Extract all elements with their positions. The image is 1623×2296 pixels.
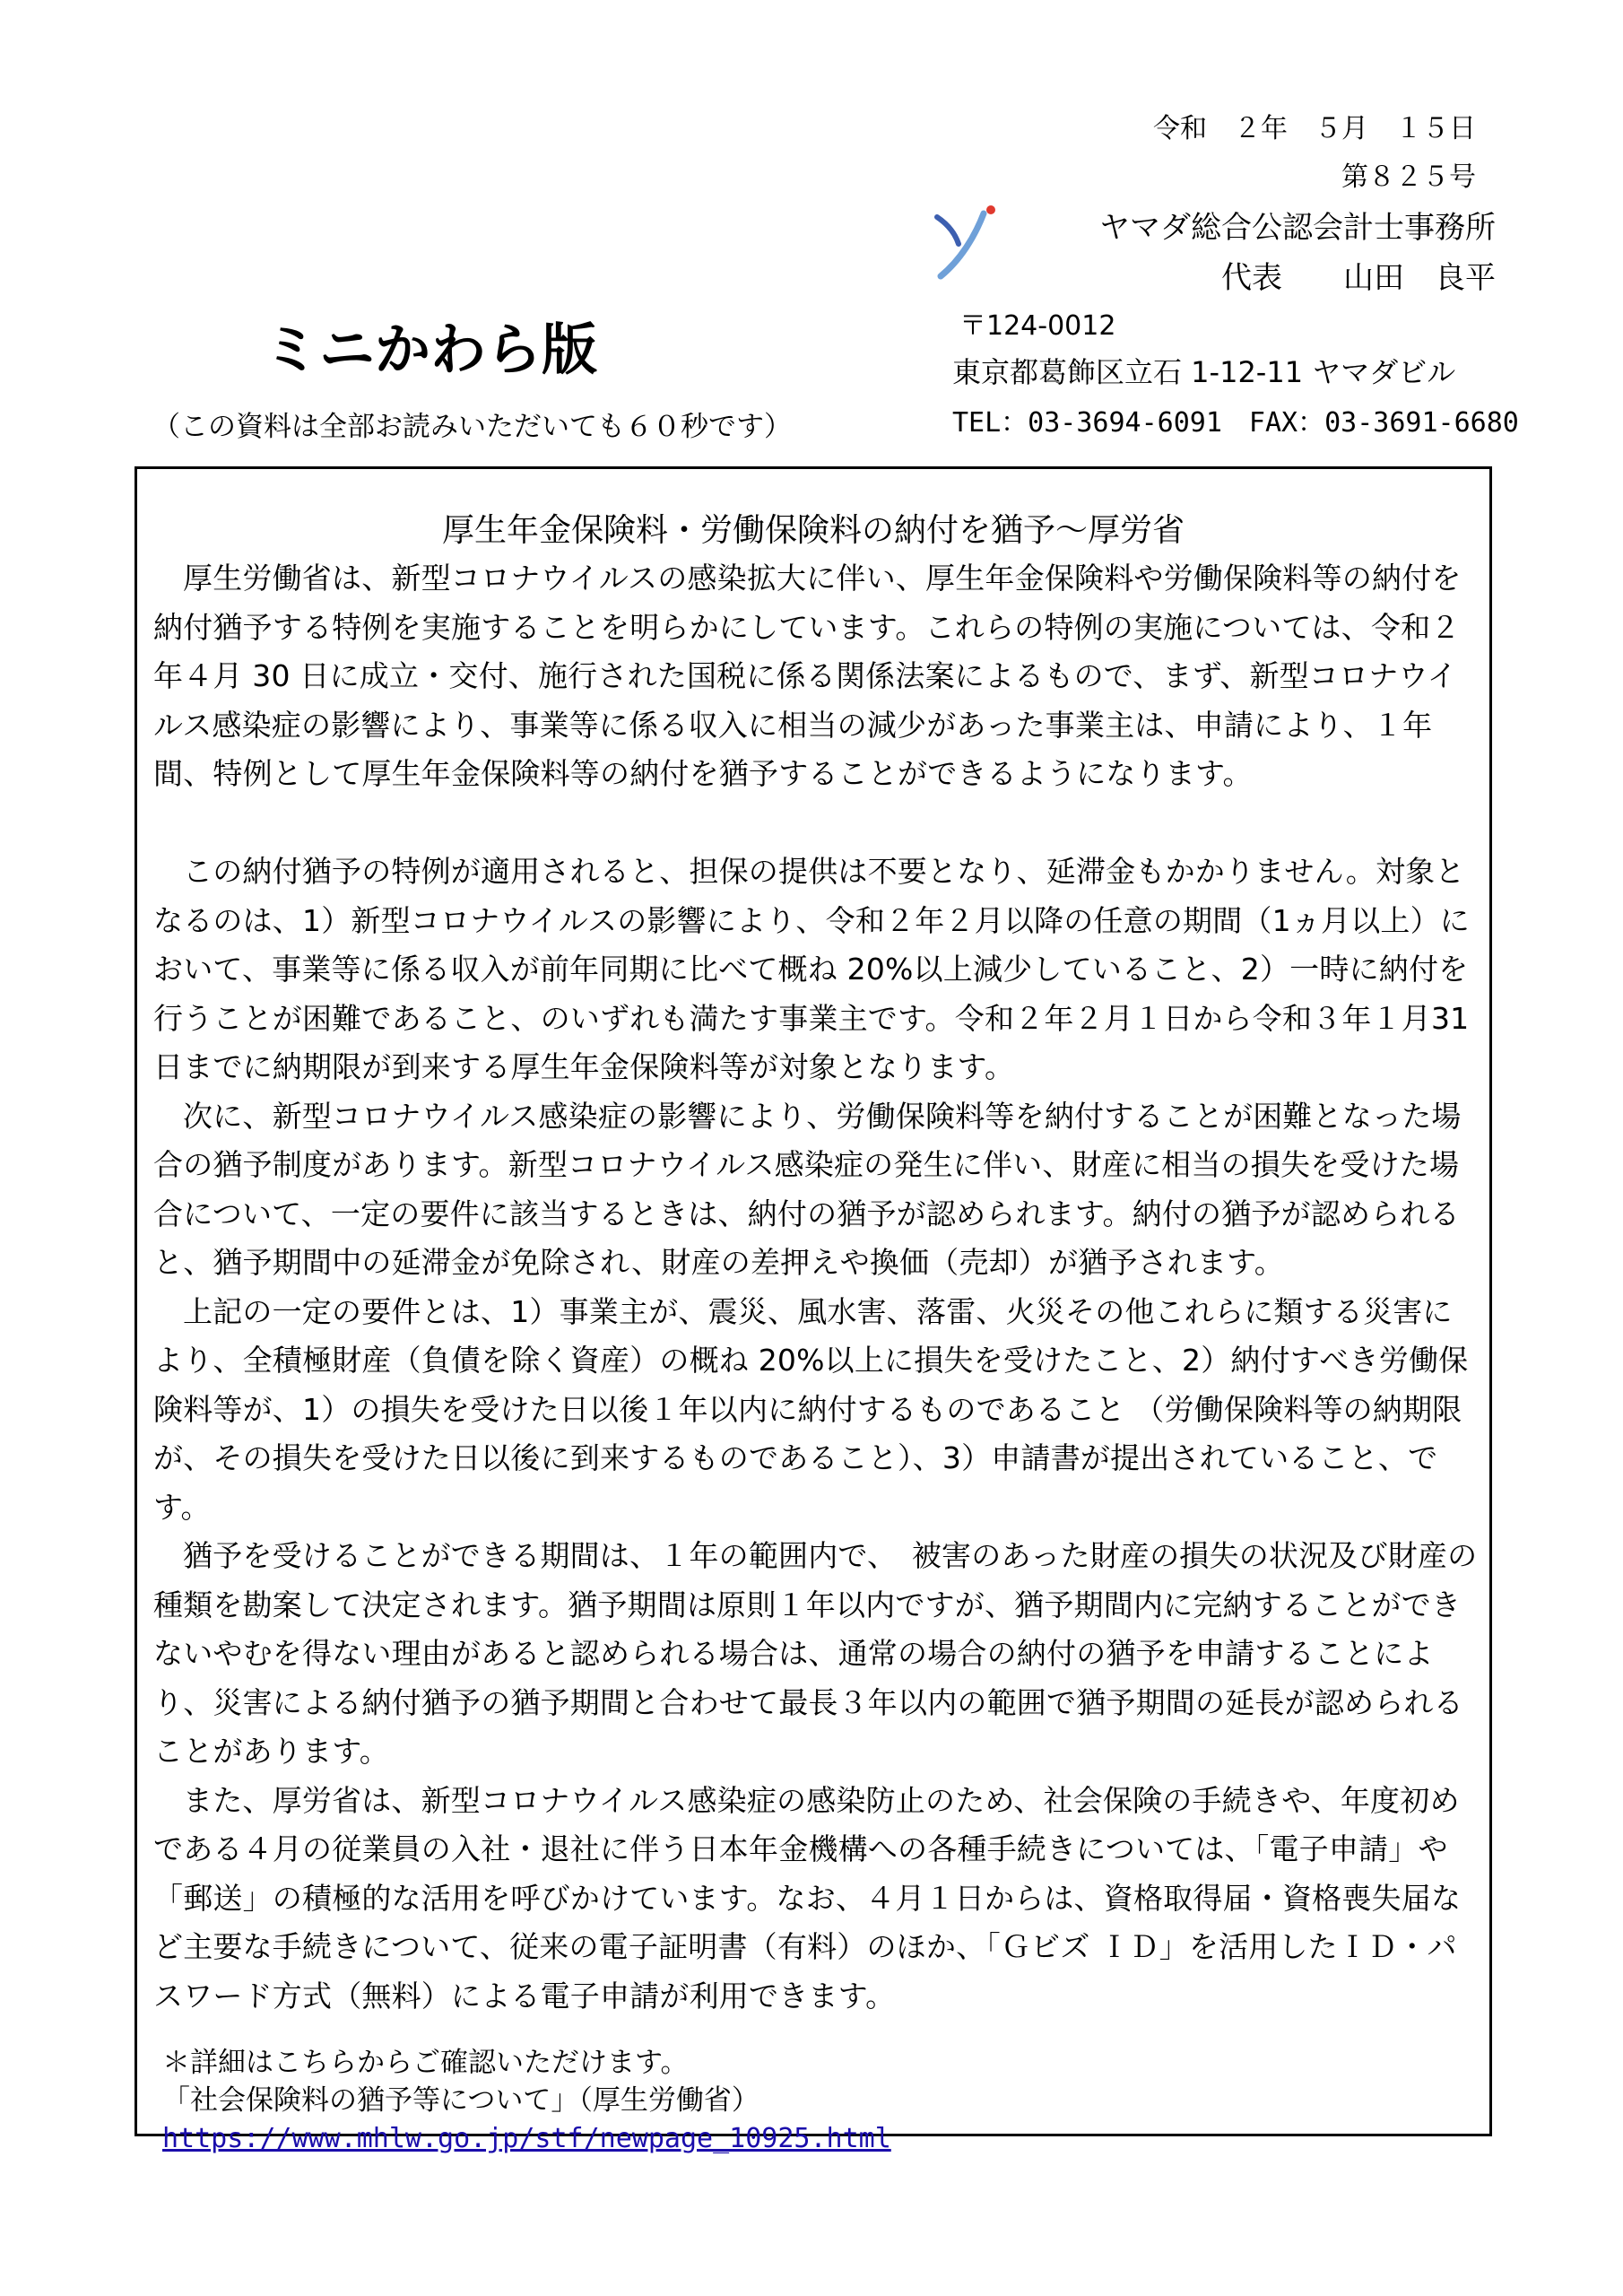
article-paragraph: 上記の一定の要件とは、1）事業主が、震災、風水害、落雷、火災その他これらに類する災害により、全積極財産（負債を除く資産）の概ね 20%以上に損失を受けたこと、2）納付すべき労働保険料等が、1）の損失を受けた日以後１年以内に納付するものであること （労働保険料等の納期限が、その損失を受けた日以後に到来するものであること）、3）申請書が提出されていること、です。 xyxy=(153,1293,1469,1525)
reference-label: 「社会保険料の猶予等について」（厚生労働省） xyxy=(162,2084,759,2117)
firm-logo-icon xyxy=(928,197,1009,283)
article-paragraph: 次に、新型コロナウイルス感染症の影響により、労働保険料等を納付することが困難となった場合の猶予制度があります。新型コロナウイルス感染症の発生に伴い、財産に相当の損失を受けた場合について、一定の要件に該当するときは、納付の猶予が認められます。納付の猶予が認められると、猶予期間中の延滞金が免除され、財産の差押えや換価（売却）が猶予されます。 xyxy=(153,1098,1462,1280)
paragraph-spacer xyxy=(153,799,1480,848)
reference-section xyxy=(162,2044,1480,2158)
article-body xyxy=(153,554,1480,2021)
article-title: 厚生年金保険料・労働保険料の納付を猶予～厚労省 xyxy=(441,512,1185,549)
article-paragraph: 厚生労働省は、新型コロナウイルスの感染拡大に伴い、厚生年金保険料や労働保険料等の納付を納付猶予する特例を実施することを明らかにしています。これらの特例の実施については、令和２年４月 30 日に成立・交付、施行された国税に係る関係法案によるもので、まず、新型コロナウイルス感染症の影響により、事業等に係る収入に相当の減少があった事業主は、申請により、１年間、特例として厚生年金保険料等の納付を猶予することができるようになります。 xyxy=(153,561,1462,791)
article-paragraph: また、厚労省は、新型コロナウイルス感染症の感染防止のため、社会保険の手続きや、年度初めである４月の従業員の入社・退社に伴う日本年金機構への各種手続きについては、「電子申請」や「郵送」の積極的な活用を呼びかけています。なお、４月１日からは、資格取得届・資格喪失届など主要な手続きについて、従来の電子証明書（有料）のほか、「Ｇビズ ＩＤ」を活用したＩＤ・パスワード方式（無料）による電子申請が利用できます。 xyxy=(153,1782,1462,2013)
reference-link[interactable]: https://www.mhlw.go.jp/stf/newpage_10925.html xyxy=(162,2123,891,2154)
article-box xyxy=(135,466,1492,2154)
firm-address: 東京都葛飾区立石 1-12-11 ヤマダビル xyxy=(952,355,1456,389)
detail-note: ＊詳細はこちらからご確認いただけます。 xyxy=(162,2047,689,2079)
reading-time-note: （この資料は全部お読みいただいても６０秒です） xyxy=(152,411,792,443)
representative-name: 代表 山田 良平 xyxy=(1221,260,1496,296)
reference-line xyxy=(162,2082,1480,2158)
postal-code: 〒124-0012 xyxy=(959,310,1116,342)
issue-number: 第８２５号 xyxy=(1341,161,1476,193)
contact-tel-fax: TEL：03-3694-6091 FAX：03-3691-6680 xyxy=(952,407,1519,439)
article-paragraph: 猶予を受けることができる期間は、１年の範囲内で、 被害のあった財産の損失の状況及び財産の種類を勘案して決定されます。猶予期間は原則１年以内ですが、猶予期間内に完納することができないやむを得ない理由があると認められる場合は、通常の場合の納付の猶予を申請することにより、災害による納付猶予の猶予期間と合わせて最長３年以内の範囲で猶予期間の延長が認められることがあります。 xyxy=(153,1538,1478,1769)
newsletter-title: ミニかわら版 xyxy=(263,317,597,382)
firm-name: ヤマダ総合公認会計士事務所 xyxy=(1099,210,1496,246)
article-paragraph: この納付猶予の特例が適用されると、担保の提供は不要となり、延滞金もかかりません。対象となるのは、1）新型コロナウイルスの影響により、令和２年２月以降の任意の期間（1ヵ月以上）において、事業等に係る収入が前年同期に比べて概ね 20%以上減少していること、2）一時に納付を行うことが困難であること、のいずれも満たす事業主です。令和２年２月１日から令和３年１月31 日までに納期限が到来する厚生年金保険料等が対象となります。 xyxy=(153,854,1471,1084)
issue-date: 令和 ２年 ５月 １５日 xyxy=(1153,113,1476,144)
